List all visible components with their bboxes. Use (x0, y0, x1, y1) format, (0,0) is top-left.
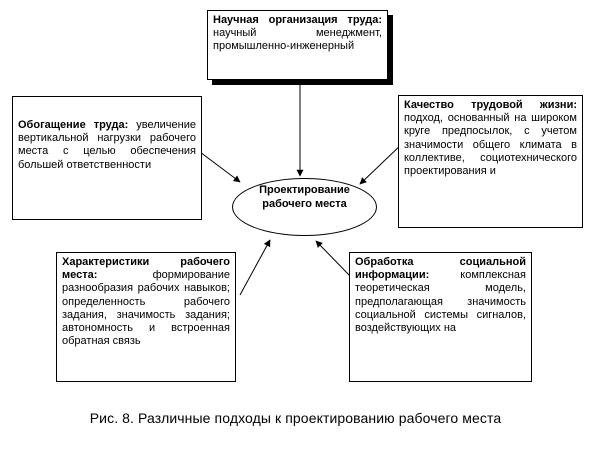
box-scientific-organization (207, 10, 388, 80)
center-label: Проектирование рабочего места (259, 184, 350, 210)
figure-caption: Рис. 8. Различные подходы к проектированию рабочего места (89, 410, 502, 426)
box-social-information (349, 252, 532, 382)
box-job-characteristics-heading: Характеристики рабочего места: (62, 256, 230, 282)
box-job-characteristics-body: формирование разнообразия рабочих навыков; определенность рабочего задания, значимость задания; автономность и встроенная обратная связь (62, 269, 230, 348)
box-scientific-organization-heading: Научная организация труда: (213, 14, 382, 26)
box-work-enrichment-body: увеличение вертикальной нагрузки рабочего места с целью обеспечения большей ответственности (18, 119, 196, 171)
box-work-enrichment (12, 96, 202, 220)
box-scientific-organization-body: научный менеджмент, промышленно-инженерный (213, 27, 382, 53)
arrow-bottom-right (316, 241, 352, 278)
box-quality-of-work-life (398, 95, 583, 228)
box-quality-of-work-life-body: подход, основанный на широком круге предпосылок, с учетом значимости общего климата в коллективе, социотехнического проектирования и (404, 112, 577, 178)
box-social-information-heading: Обработка социальной информации: (355, 256, 526, 282)
arrow-bottom-left (240, 240, 270, 295)
arrow-right (360, 143, 403, 184)
arrow-left (200, 152, 240, 182)
box-social-information-body: комплексная теоретическая модель, предполагающая значимость социальной системы сигналов, воздействующих на (355, 269, 526, 335)
box-quality-of-work-life-heading: Качество трудовой жизни: (404, 99, 577, 111)
box-work-enrichment-heading: Обогащение труда: (18, 119, 129, 131)
box-job-characteristics (56, 252, 236, 382)
